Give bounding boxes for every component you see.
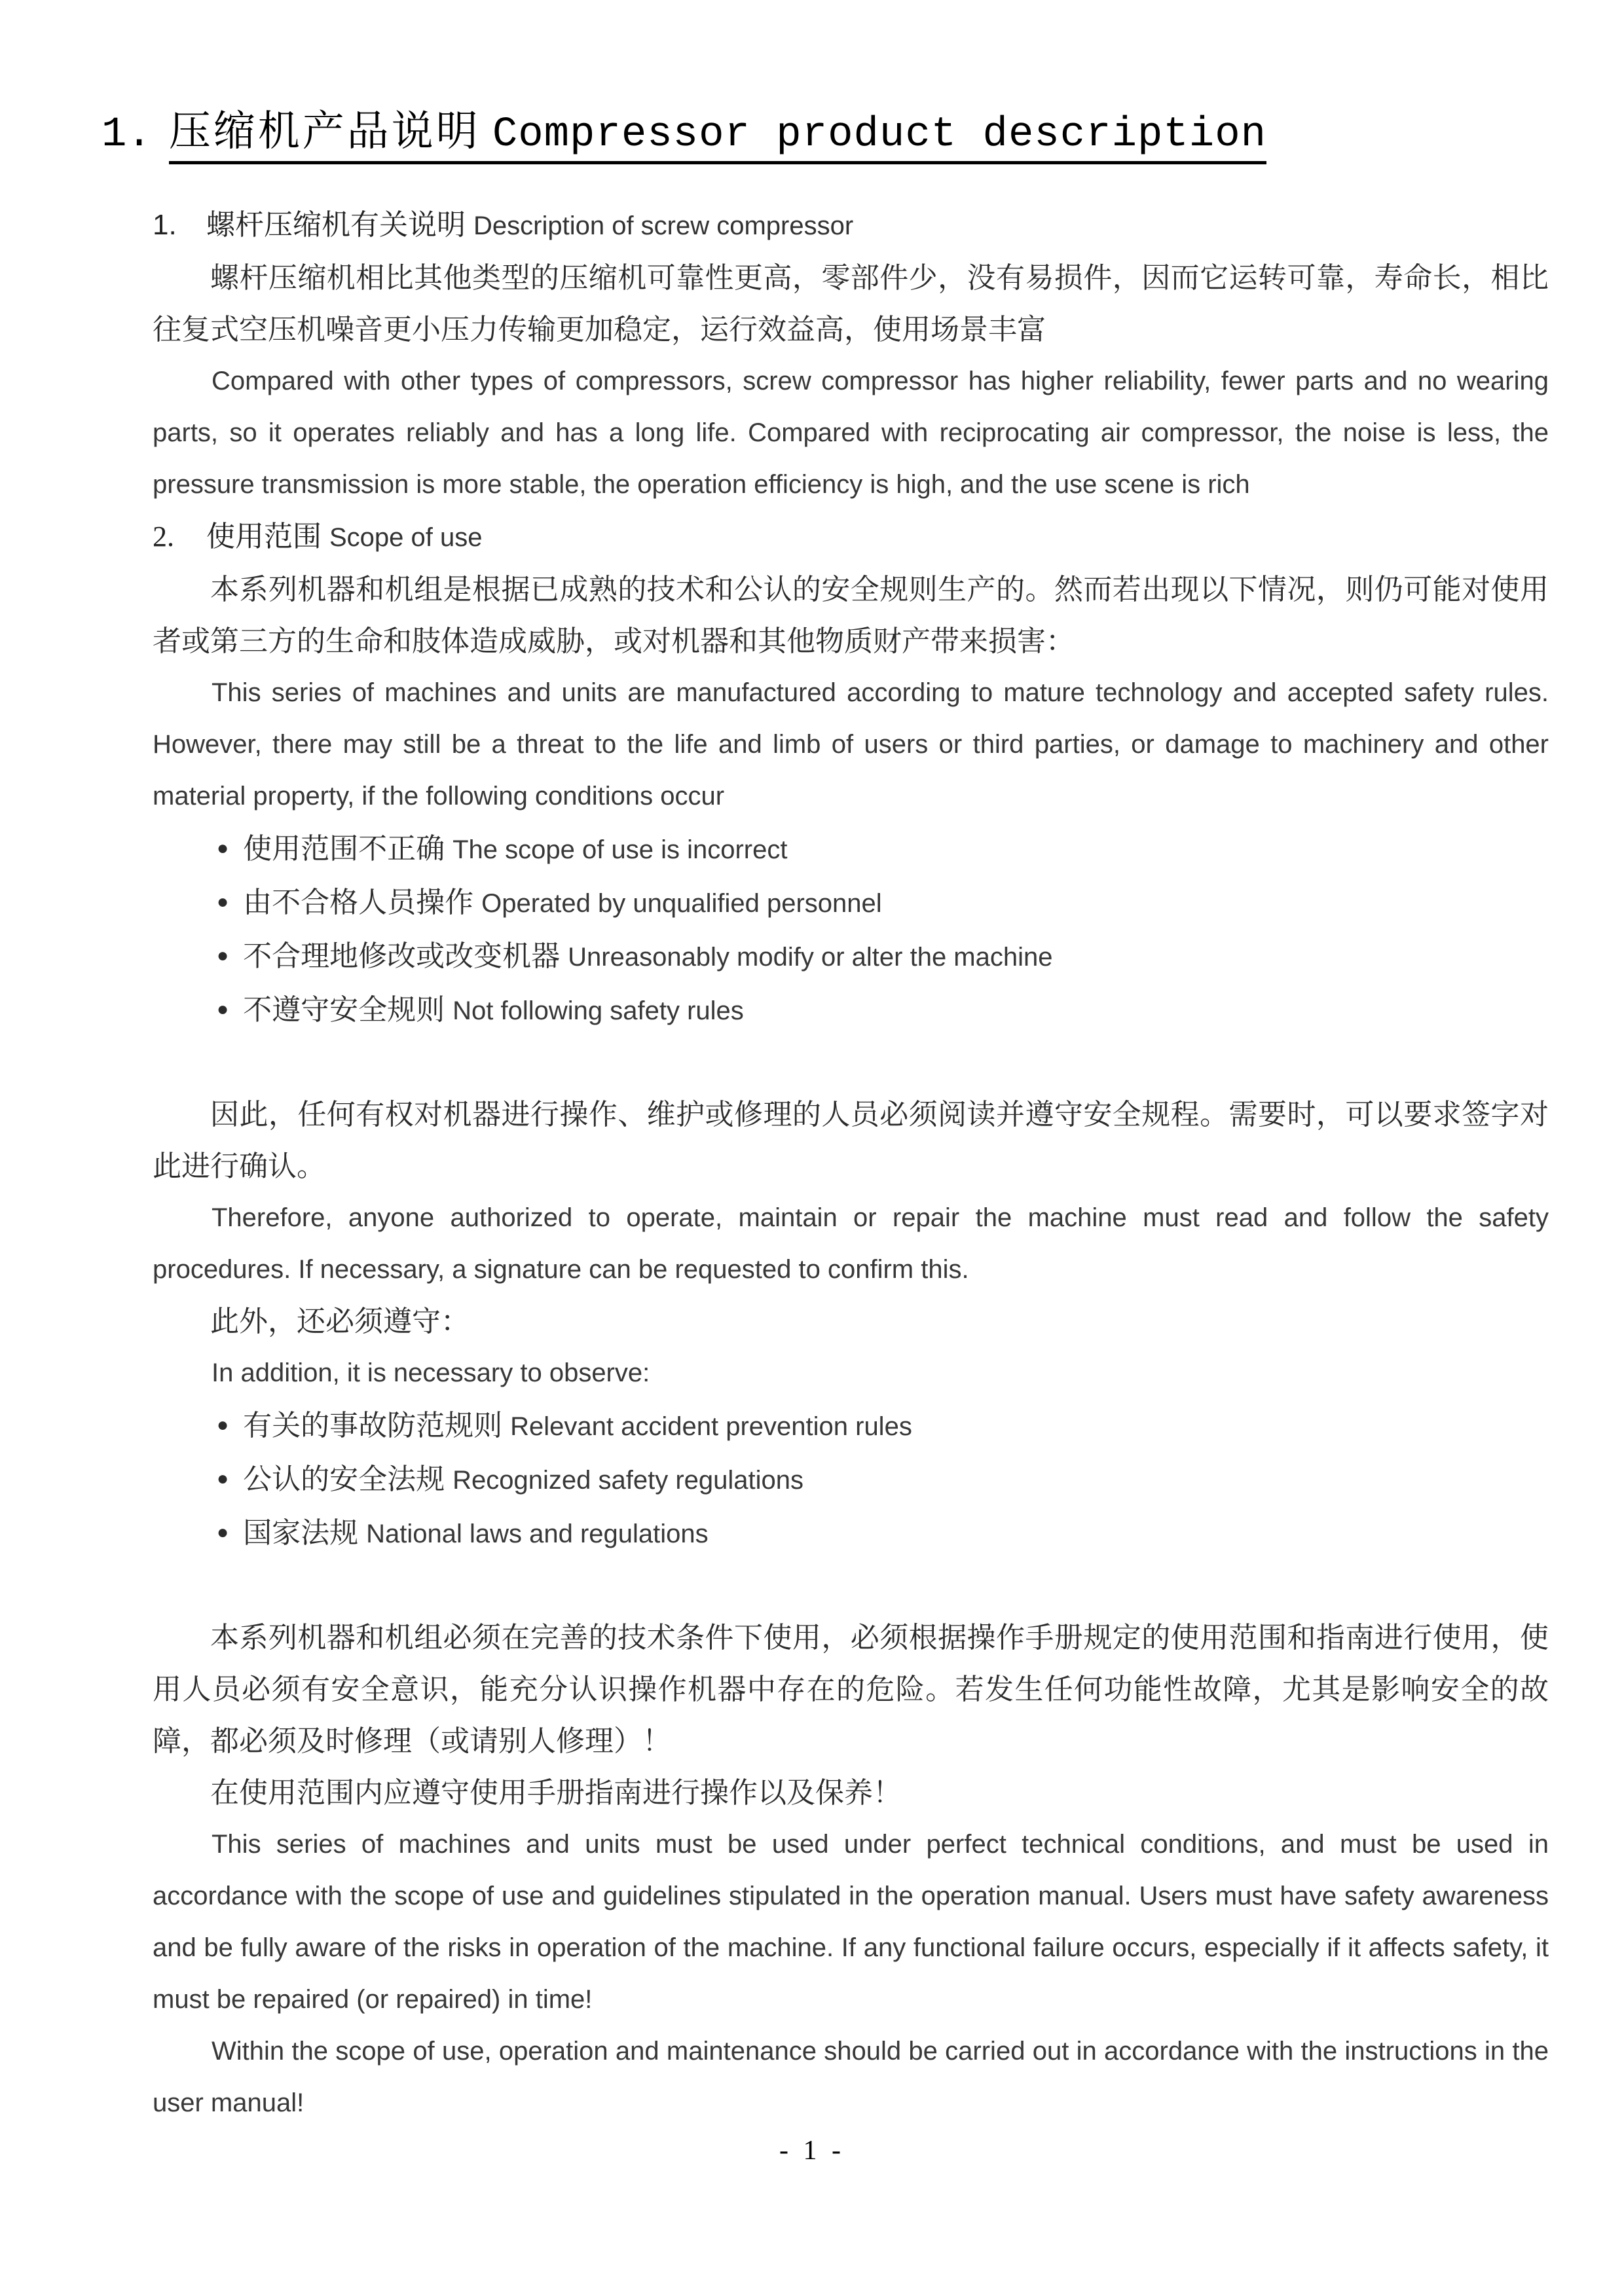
paragraph-conditions-en: This series of machines and units must be used under perfect technical conditions, and must be used in accordance with the scope of use and guidelines stipulated in the operation manual. Users must have safety awareness and be fully aware of the risks in operation of the machine. If any functional failure occurs, especially if it affects safety, it must be repaired (or repaired) in time! bbox=[153, 1830, 1549, 2014]
paragraph-screw-en: Compared with other types of compressors, screw compressor has higher reliability, fewer parts and no wearing parts, so it operates reliably and has a long life. Compared with reciprocating air compressor, the noise is less, the pressure transmission is more stable, the operation efficiency is high, and the use scene is rich bbox=[153, 367, 1549, 499]
bullet-icon: ● bbox=[217, 837, 229, 859]
list-item-2-label-en: Scope of use bbox=[329, 523, 483, 552]
bullet-text-zh: 不遵守安全规则 bbox=[243, 994, 445, 1026]
list-item-1-number: 1. bbox=[153, 209, 177, 241]
bullet-text-en: Operated by unqualified personnel bbox=[481, 889, 882, 918]
bullet-text-zh: 由不合格人员操作 bbox=[243, 886, 474, 919]
list-item-1-label-en: Description of screw compressor bbox=[473, 211, 854, 240]
page-title bbox=[101, 105, 1549, 161]
paragraph-maintain-en: Within the scope of use, operation and maintenance should be carried out in accordance with the instructions in the user manual! bbox=[153, 2037, 1549, 2117]
bullet-item-accident-prevention bbox=[153, 1399, 1549, 1453]
bullet-text-en: Relevant accident prevention rules bbox=[510, 1412, 912, 1441]
bullet-text-zh: 公认的安全法规 bbox=[243, 1463, 445, 1495]
bullet-text-zh: 国家法规 bbox=[243, 1517, 359, 1549]
bullet-text-en: Unreasonably modify or alter the machine bbox=[568, 943, 1053, 972]
heading-title-zh: 压缩机产品说明 bbox=[168, 108, 481, 155]
paragraph-screw-zh: 螺杆压缩机相比其他类型的压缩机可靠性更高，零部件少，没有易损件，因而它运转可靠，寿命长，相比往复式空压机噪音更小压力传输更加稳定，运行效益高，使用场景丰富 bbox=[153, 262, 1549, 346]
bullet-text-zh: 有关的事故防范规则 bbox=[243, 1410, 503, 1442]
blank-line bbox=[153, 1037, 1549, 1089]
bullet-icon: ● bbox=[217, 891, 229, 913]
page-number: - 1 - bbox=[779, 2136, 845, 2166]
bullet-text-en: Recognized safety regulations bbox=[452, 1466, 804, 1495]
list-item-1-label-zh: 螺杆压缩机有关说明 bbox=[206, 209, 466, 241]
bullet-text-en: The scope of use is incorrect bbox=[452, 835, 788, 864]
bullet-item-unqualified-personnel bbox=[153, 876, 1549, 930]
bullet-item-scope-incorrect bbox=[153, 822, 1549, 876]
heading-number: 1. bbox=[101, 111, 152, 158]
bullet-item-safety-regulations bbox=[153, 1453, 1549, 1506]
list-item-1 bbox=[153, 199, 1549, 252]
bullet-text-en: Not following safety rules bbox=[452, 996, 744, 1025]
bullet-item-national-laws bbox=[153, 1506, 1549, 1560]
bullet-icon: ● bbox=[217, 1468, 229, 1489]
paragraph-conditions-zh: 本系列机器和机组必须在完善的技术条件下使用，必须根据操作手册规定的使用范围和指南进行使用，使用人员必须有安全意识，能充分认识操作机器中存在的危险。若发生任何功能性故障，尤其是影响安全的故障，都必须及时修理（或请别人修理）！ bbox=[153, 1622, 1549, 1757]
list-item-2-number: 2. bbox=[153, 520, 174, 553]
paragraph-therefore-zh: 因此，任何有权对机器进行操作、维护或修理的人员必须阅读并遵守安全规程。需要时，可以要求签字对此进行确认。 bbox=[153, 1099, 1549, 1182]
list-item-2 bbox=[153, 511, 1549, 564]
bullet-icon: ● bbox=[217, 945, 229, 966]
paragraph-in-addition-zh: 此外，还必须遵守： bbox=[210, 1305, 470, 1338]
bullet-icon: ● bbox=[217, 1414, 229, 1436]
list-item-2-label-zh: 使用范围 bbox=[206, 520, 322, 553]
bullet-icon: ● bbox=[217, 998, 229, 1020]
bullet-item-safety-rules bbox=[153, 983, 1549, 1037]
bullet-icon: ● bbox=[217, 1522, 229, 1543]
paragraph-in-addition-en: In addition, it is necessary to observe: bbox=[212, 1358, 650, 1387]
bullet-item-modify-machine bbox=[153, 930, 1549, 983]
heading-title-en: Compressor product description bbox=[492, 111, 1266, 158]
bullet-text-zh: 不合理地修改或改变机器 bbox=[243, 940, 561, 972]
paragraph-scope-en: This series of machines and units are manufactured according to mature technology and accepted safety rules. However, there may still be a threat to the life and limb of users or third parties, or damage to machinery and other material property, if the following conditions occur bbox=[153, 678, 1549, 811]
paragraph-therefore-en: Therefore, anyone authorized to operate, maintain or repair the machine must read and follow the safety procedures. If necessary, a signature can be requested to confirm this. bbox=[153, 1203, 1549, 1284]
paragraph-scope-zh: 本系列机器和机组是根据已成熟的技术和公认的安全规则生产的。然而若出现以下情况，则仍可能对使用者或第三方的生命和肢体造成威胁，或对机器和其他物质财产带来损害： bbox=[153, 574, 1549, 657]
heading-text bbox=[169, 107, 1266, 164]
blank-line bbox=[153, 1560, 1549, 1612]
bullet-text-zh: 使用范围不正确 bbox=[243, 833, 445, 865]
bullet-text-en: National laws and regulations bbox=[366, 1520, 709, 1548]
paragraph-maintain-zh: 在使用范围内应遵守使用手册指南进行操作以及保养！ bbox=[210, 1777, 902, 1809]
